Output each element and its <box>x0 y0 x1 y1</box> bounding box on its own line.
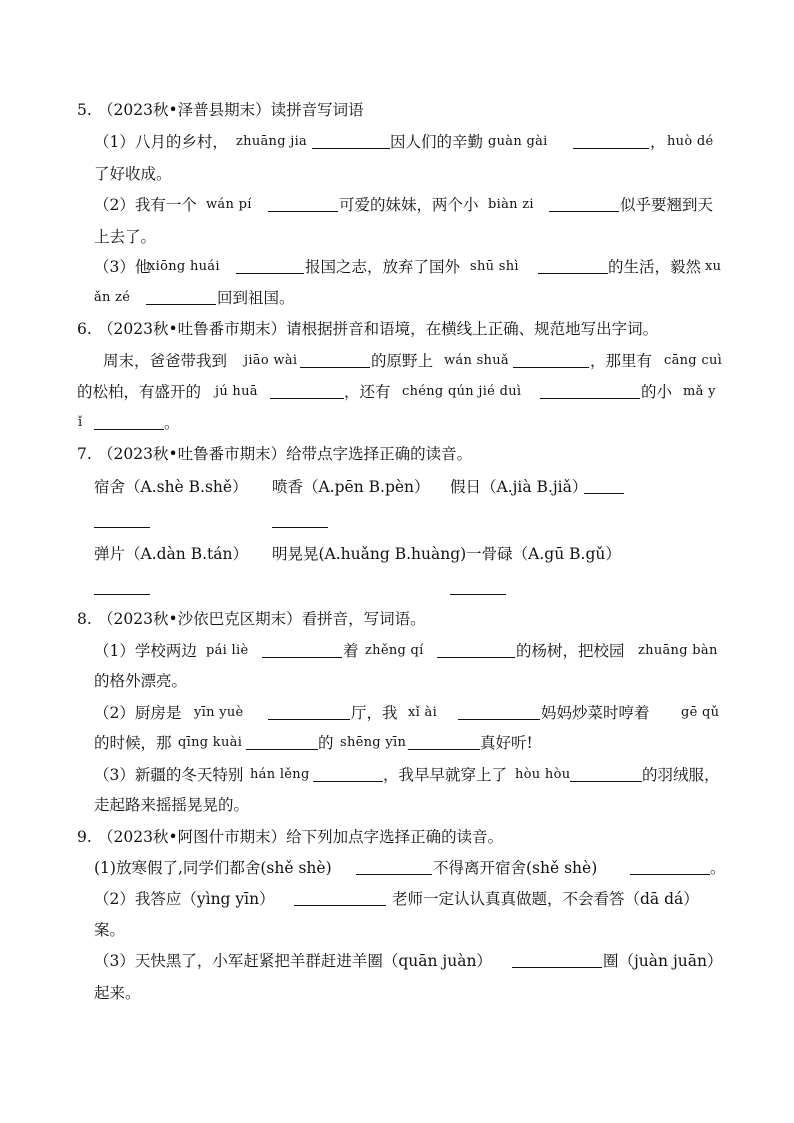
q8-line-6 <box>0 790 794 820</box>
text: （1）八月的乡村， <box>94 133 228 151</box>
text: 的时候，那 <box>94 734 172 752</box>
text: ，那里有 <box>590 352 653 370</box>
q7-line-1 <box>0 472 794 502</box>
pinyin: xiōng huái <box>148 259 220 274</box>
q6-line-2 <box>0 377 794 407</box>
pinyin: zhuāng jia <box>236 134 308 149</box>
text: 的小 <box>641 383 673 401</box>
question-number: 6. <box>77 320 92 338</box>
text: 的 <box>318 734 334 752</box>
q6-line-1 <box>0 346 794 376</box>
answer-blank[interactable] <box>573 148 649 149</box>
question-number: 8. <box>77 610 92 628</box>
text: （3）新疆的冬天特别 <box>94 766 244 784</box>
q9-line-4 <box>0 946 794 976</box>
answer-blank[interactable] <box>437 657 515 658</box>
text: 厅，我 <box>351 704 398 722</box>
pinyin: chéng qún jié duì <box>402 384 522 399</box>
text: 的杨树，把校园 <box>516 642 625 660</box>
text: 回到祖国。 <box>217 289 295 307</box>
answer-blank[interactable] <box>512 967 602 968</box>
q5-line-2 <box>0 159 794 189</box>
answer-blank[interactable] <box>272 527 328 528</box>
answer-blank[interactable] <box>549 211 619 212</box>
text: （1）学校两边 <box>94 642 197 660</box>
answer-blank[interactable] <box>94 429 164 430</box>
text: 老师一定认认真真做题，不会看答（dā dá） <box>392 890 699 908</box>
text: ，我早早就穿上了 <box>383 766 508 784</box>
pinyin: biàn zi <box>488 197 534 212</box>
option-group: 弹片（A.dàn B.tán） <box>94 545 248 563</box>
q9-line-1 <box>0 853 794 883</box>
text: 起来。 <box>94 984 141 1002</box>
q7-line-2 <box>0 506 794 536</box>
question-number: 9. <box>77 828 92 846</box>
pinyin: zhuāng bàn <box>638 643 718 658</box>
text: 不得离开宿舍(shě shè) <box>433 859 598 877</box>
answer-blank[interactable] <box>312 148 390 149</box>
text: 。 <box>710 859 726 877</box>
pinyin: mǎ y <box>683 384 716 399</box>
q6-line-3 <box>0 408 794 438</box>
answer-blank[interactable] <box>408 749 480 750</box>
q9-line-2 <box>0 884 794 914</box>
option-group: 喷香（A.pēn B.pèn） <box>272 478 430 496</box>
answer-blank[interactable] <box>236 273 304 274</box>
option-group: 明晃晃(A.huǎng B.huàng)一骨碌（A.gū B.gǔ） <box>272 545 621 563</box>
text: 报国之志，放弃了国外 <box>305 258 461 276</box>
text: 了好收成。 <box>94 165 172 183</box>
question-6-stem <box>0 314 794 344</box>
text: （2）厨房是 <box>94 704 182 722</box>
q9-line-3 <box>0 915 794 945</box>
q5-line-5 <box>0 252 794 282</box>
answer-blank[interactable] <box>268 719 350 720</box>
text: 案。 <box>94 921 126 939</box>
q5-line-1 <box>0 127 794 157</box>
text: 妈妈炒菜时哼着 <box>541 704 650 722</box>
answer-blank[interactable] <box>300 367 370 368</box>
answer-blank[interactable] <box>94 527 150 528</box>
question-source: （2023秋•泽普县期末）读拼音写词语 <box>98 101 364 119</box>
text: 的生活，毅然 <box>608 258 702 276</box>
pinyin: shēng yīn <box>340 735 407 750</box>
question-8-stem <box>0 604 794 634</box>
q8-line-5 <box>0 760 794 790</box>
option-group: 假日（A.jià B.jiǎ） <box>450 478 588 496</box>
answer-blank[interactable] <box>246 749 318 750</box>
text: 圈（juàn juān） <box>603 952 723 970</box>
answer-blank[interactable] <box>146 304 216 305</box>
q8-line-4 <box>0 728 794 758</box>
question-number: 5. <box>77 101 92 119</box>
q5-line-4 <box>0 222 794 252</box>
text: 的格外漂亮。 <box>94 672 188 690</box>
q9-line-5 <box>0 978 794 1008</box>
pinyin: pái liè <box>206 643 249 658</box>
q8-line-2 <box>0 666 794 696</box>
text: （3）他 <box>94 258 151 276</box>
question-source: （2023秋•沙依巴克区期末）看拼音，写词语。 <box>98 610 426 628</box>
question-source: （2023秋•吐鲁番市期末）给带点字选择正确的读音。 <box>98 445 473 463</box>
pinyin: shū shì <box>470 259 519 274</box>
text: ，还有 <box>344 383 391 401</box>
text: 因人们的辛勤 <box>390 133 484 151</box>
pinyin: ǎn zé <box>94 290 131 305</box>
pinyin: yīn yuè <box>194 705 244 720</box>
text: （3）天快黑了，小军赶紧把羊群赶进羊圈（quān juàn） <box>94 952 492 970</box>
answer-blank[interactable] <box>538 273 608 274</box>
question-7-stem <box>0 439 794 469</box>
answer-blank[interactable] <box>270 398 344 399</box>
question-5-stem <box>0 95 794 125</box>
text: 的松柏，有盛开的 <box>77 383 202 401</box>
q5-line-3 <box>0 190 794 220</box>
answer-blank[interactable] <box>268 211 338 212</box>
q7-line-4 <box>0 573 794 603</box>
text: （2）我有一个 <box>94 196 197 214</box>
text: 的原野上 <box>371 352 434 370</box>
text: 走起路来摇摇晃晃的。 <box>94 796 250 814</box>
question-source: （2023秋•吐鲁番市期末）请根据拼音和语境，在横线上正确、规范地写出字词。 <box>98 320 659 338</box>
pinyin: wán shuǎ <box>444 353 509 368</box>
text: ， <box>650 133 666 151</box>
pinyin: xu <box>705 259 722 274</box>
pinyin: wán pí <box>206 197 252 212</box>
text: 真好听! <box>480 734 533 752</box>
text: (1)放寒假了,同学们都舍(shě shè) <box>94 859 332 877</box>
pinyin: hán lěng <box>250 767 310 782</box>
answer-blank[interactable] <box>584 493 624 494</box>
pinyin: ǐ <box>78 415 83 430</box>
q7-line-3 <box>0 539 794 569</box>
answer-blank[interactable] <box>513 367 589 368</box>
answer-blank[interactable] <box>458 719 540 720</box>
answer-blank[interactable] <box>313 781 383 782</box>
text: 的羽绒服， <box>642 766 720 784</box>
pinyin: zhěng qí <box>365 643 424 658</box>
text: 可爱的妹妹，两个小 <box>339 196 479 214</box>
pinyin: cāng cuì <box>664 353 723 368</box>
answer-blank[interactable] <box>540 398 640 399</box>
pinyin: huò dé <box>667 134 714 149</box>
text: （2）我答应（yìng yīn） <box>94 890 275 908</box>
pinyin: jú huā <box>215 384 258 399</box>
q8-line-3 <box>0 698 794 728</box>
pinyin: qīng kuài <box>178 735 243 750</box>
question-number: 7. <box>77 445 92 463</box>
q5-line-6 <box>0 283 794 313</box>
answer-blank[interactable] <box>262 657 342 658</box>
text: 上去了。 <box>94 228 157 246</box>
question-9-stem <box>0 822 794 852</box>
answer-blank[interactable] <box>570 781 642 782</box>
text: 周末，爸爸带我到 <box>103 352 228 370</box>
pinyin: guàn gài <box>488 134 548 149</box>
pinyin: gē qǔ <box>681 705 720 720</box>
answer-blank[interactable] <box>94 594 150 595</box>
q8-line-1 <box>0 636 794 666</box>
text: 。 <box>164 414 180 432</box>
pinyin: xǐ ài <box>408 705 438 720</box>
answer-blank[interactable] <box>294 905 386 906</box>
option-group: 宿舍（A.shè B.shě） <box>94 478 248 496</box>
pinyin: hòu hòu <box>515 767 571 782</box>
answer-blank[interactable] <box>450 594 506 595</box>
question-source: （2023秋•阿图什市期末）给下列加点字选择正确的读音。 <box>98 828 504 846</box>
pinyin: jiāo wài <box>244 353 298 368</box>
answer-blank[interactable] <box>356 874 432 875</box>
text: 似乎要翘到天 <box>620 196 714 214</box>
answer-blank[interactable] <box>630 874 710 875</box>
text: 着 <box>343 642 359 660</box>
